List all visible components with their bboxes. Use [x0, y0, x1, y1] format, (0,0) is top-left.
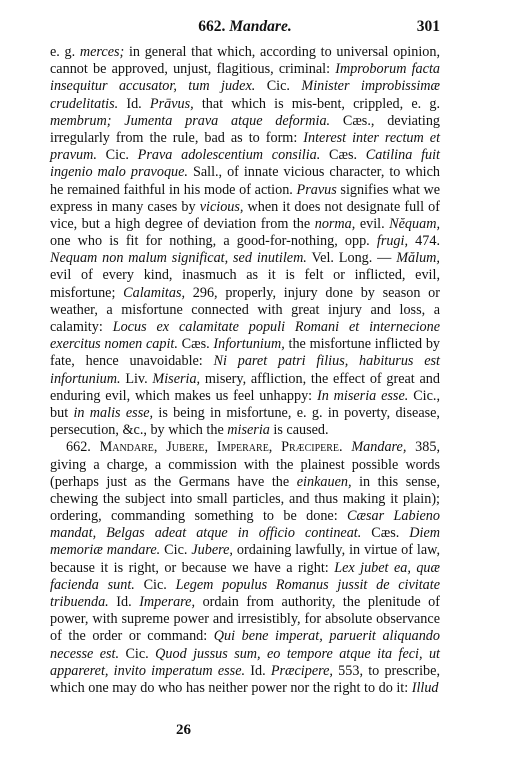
text-run: 553, to prescribe, which one may do who has neither power nor the right to do it: — [50, 662, 440, 696]
text-run: ordaining lawfully, in virtue of law, because it is right, or because we have a right: — [50, 542, 440, 576]
latin-text: Mălum, — [396, 250, 440, 267]
text-run: 662. — [66, 439, 100, 456]
entry-heading: Mandare, Jubere, Imperare, Præcipere. — [99, 439, 343, 456]
latin-text: Jumenta prava atque deformia. — [124, 112, 331, 129]
latin-text: vicious, — [199, 198, 244, 215]
latin-text: in malis esse, — [73, 404, 154, 421]
text-run: Liv. — [120, 370, 153, 387]
latin-text: Legem populus Romanus jussit de civitate tribuenda. — [50, 576, 441, 610]
latin-text: Jubere, — [191, 542, 233, 559]
running-head — [50, 18, 440, 40]
latin-text: Calamitas, — [123, 284, 186, 301]
latin-text: Cæsar Labieno mandat, Belgas adeat atque in officio contineat. — [50, 508, 440, 542]
text-run: Cic. — [119, 645, 156, 662]
latin-text: Improborum facta insequitur accusator, tum judex. — [50, 61, 440, 95]
text-run: Vel. Long. — — [306, 250, 397, 267]
latin-text: Quod jussus sum, eo tempore atque ita feci, ut appareret, invito imperatum esse. — [50, 645, 440, 679]
text-run: signifies what we express in many cases by — [50, 181, 440, 215]
latin-text: Miseria, — [152, 370, 201, 387]
text-run: Cæs. — [320, 147, 366, 164]
text-run: evil of every kind, inasmuch as it is felt or inflicted, evil, misfortune; — [50, 267, 440, 301]
text-run: Cæs. — [361, 525, 410, 542]
text-run: when it does not designate full of vice, but a high degree of deviation from the — [50, 198, 440, 232]
text-run: Id. — [118, 95, 150, 112]
latin-text: Nĕquam, — [389, 215, 441, 232]
latin-text: Præcipere, — [270, 662, 333, 679]
text-run: Id. — [245, 662, 271, 679]
text-run: in this sense, chewing the subject into small particles, and thus making it plain); ordering, commanding something to be done: — [50, 473, 441, 525]
text-run: one who is fit for nothing, a good-for-nothing, opp. — [50, 233, 377, 250]
text-run: in general that which, according to universal opinion, cannot be approved, unjust, flagitious, criminal: — [50, 44, 440, 78]
text-run: ordain from authority, the plenitude of power, with supreme power and irresistibly, for absolute observance of the order or command: — [50, 594, 440, 645]
latin-text: frugi, — [376, 233, 409, 250]
text-run — [111, 113, 124, 129]
text-run: e. g. — [50, 44, 80, 60]
text-run: Sall., of innate vicious character, to which he remained faithful in his mode of action. — [50, 164, 440, 198]
text-run: Cic. — [96, 147, 138, 164]
latin-text: Imperare, — [139, 594, 196, 610]
latin-text: Mandare, — [351, 439, 407, 456]
text-run: Cic., but — [50, 387, 440, 421]
latin-text: Interest inter rectum et pravum. — [50, 129, 441, 164]
section-title: Mandare. — [229, 18, 292, 35]
text-run: is being in misfortune, e. g. in poverty, disease, persecution, &c., by which the — [50, 404, 440, 439]
latin-text: Illud — [411, 679, 439, 696]
body-text — [50, 44, 440, 697]
latin-text: norma, — [314, 215, 356, 232]
text-run: Cæs., deviating irregularly from the rule, bad as to form: — [50, 112, 441, 146]
text-run: the misfortune inflicted by fate, hence unavoidable: — [50, 336, 441, 370]
text-run: evil. — [355, 215, 390, 232]
latin-text: membrum; — [50, 112, 112, 129]
latin-text: In miseria esse. — [316, 387, 409, 404]
latin-text: merces; — [79, 44, 125, 60]
text-run: Cic. — [255, 78, 302, 95]
section-number: 662. — [198, 18, 226, 35]
paragraph — [50, 439, 440, 697]
latin-text: Ni paret patri filius, habiturus est infortunium. — [50, 353, 440, 387]
text-run: is caused. — [269, 422, 329, 439]
latin-text: Diem memoriæ mandare. — [50, 525, 440, 559]
text-run: Cic. — [134, 576, 176, 593]
latin-text: miseria — [227, 422, 270, 439]
text-run: that which is mis-bent, crippled, e. g. — [193, 95, 440, 112]
latin-text: Pravus — [296, 181, 337, 198]
text-run: misery, affliction, the effect of great and enduring evil, which makes us feel unhappy: — [50, 370, 440, 404]
latin-text: Minister improbissimæ crudelitatis. — [50, 78, 440, 112]
latin-text: Qui bene imperat, paruerit aliquando necesse est. — [50, 628, 440, 662]
text-run: 296, properly, injury done by season or weather, a misfortune connected with great injury and loss, a calamity: — [50, 284, 440, 335]
signature-mark: 26 — [176, 722, 191, 738]
running-title — [50, 18, 440, 36]
latin-text: Prava adolescentium consilia. — [137, 147, 321, 164]
latin-text: Prāvus, — [149, 95, 194, 112]
page-number: 301 — [416, 18, 440, 35]
text-run: Cic. — [160, 542, 192, 559]
latin-text: Nequam non malum significat, sed inutilem. — [50, 250, 307, 267]
text-run: 385, giving a charge, a commission with the plainest possible words (perhaps just as the Germans have the — [50, 439, 441, 490]
latin-text: Locus ex calamitate populi Romani et internecione exercitus nomen capit. — [50, 319, 440, 353]
latin-text: Catilina fuit ingenio malo pravoque. — [50, 147, 440, 181]
latin-text: Infortunium, — [213, 336, 285, 353]
text-run: Cæs. — [177, 336, 214, 353]
text-run: Id. — [108, 594, 140, 610]
latin-text: Lex jubet ea, quæ facienda sunt. — [50, 559, 440, 593]
latin-text: einkauen, — [296, 473, 352, 490]
text-run: 474. — [408, 233, 440, 250]
paragraph — [50, 44, 440, 439]
